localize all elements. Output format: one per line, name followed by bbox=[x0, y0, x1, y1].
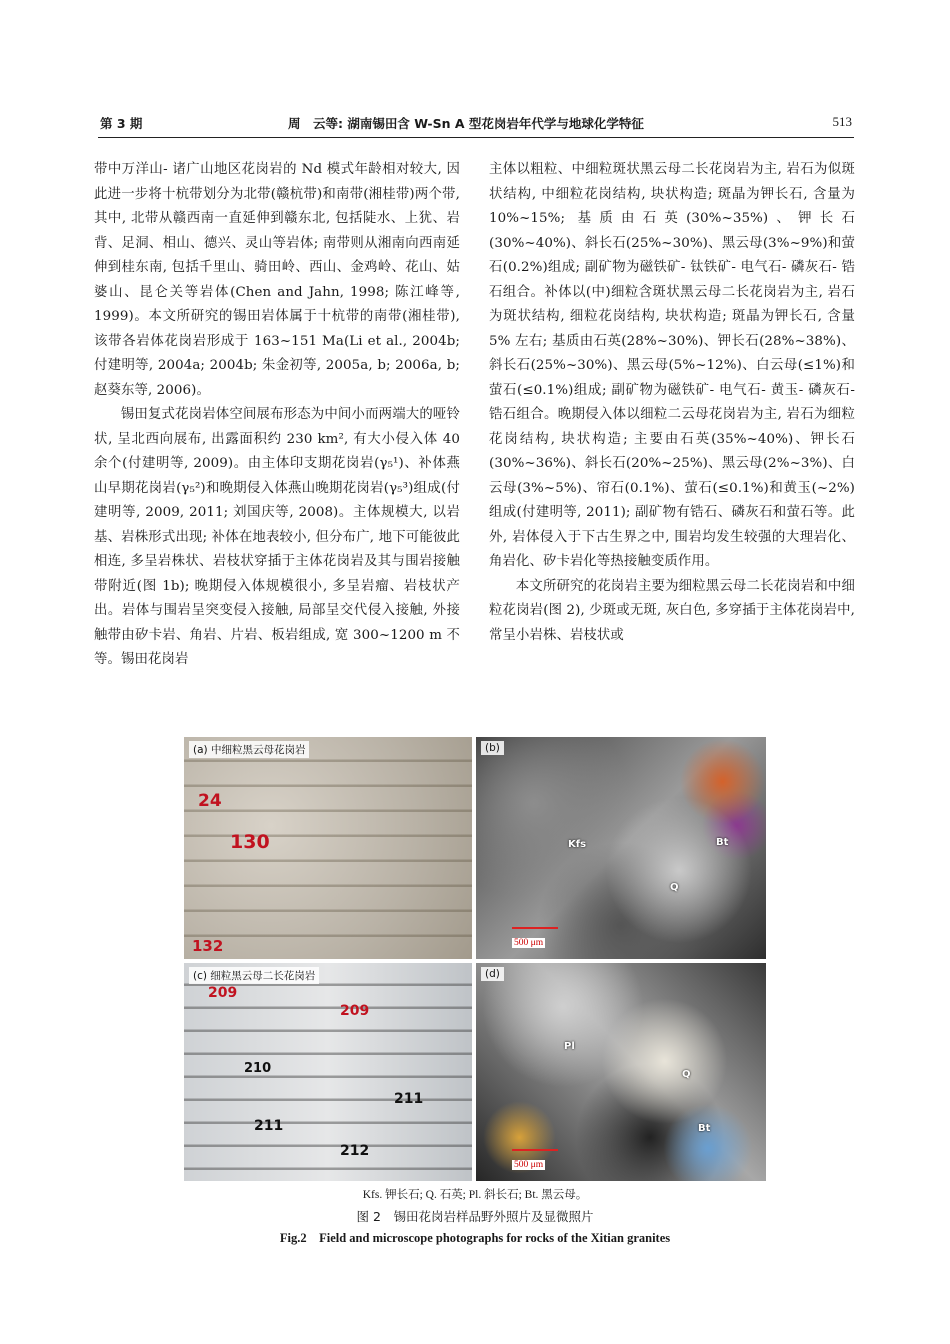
figure-2 bbox=[184, 737, 766, 1181]
panel-c-label: (c) 细粒黑云母二长花岗岩 bbox=[189, 967, 319, 984]
scale-bar bbox=[512, 927, 558, 949]
core-mark: 130 bbox=[230, 831, 270, 853]
mineral-label: Pl bbox=[564, 1041, 575, 1052]
scale-bar bbox=[512, 1149, 558, 1171]
core-mark: 132 bbox=[192, 937, 224, 955]
panel-d-micrograph bbox=[476, 963, 766, 1181]
core-mark: 211 bbox=[254, 1118, 284, 1134]
core-mark: 210 bbox=[244, 1061, 272, 1076]
mineral-label: Q bbox=[682, 1069, 691, 1080]
panel-b-micrograph bbox=[476, 737, 766, 959]
mineral-label: Bt bbox=[698, 1123, 711, 1134]
scale-bar-label: 500 μm bbox=[514, 938, 544, 948]
issue-number: 第 3 期 bbox=[100, 116, 143, 131]
paragraph: 主体以粗粒、中细粒斑状黑云母二长花岗岩为主, 岩石为似斑状结构, 中细粒花岗结构, 块状构造; 斑晶为钾长石, 含量为 10%~15%; 基质由石英(30%~35%)、钾长石(30%~40%)、斜长石(25%~30%)、黑云母(3%~9%)和萤石(0.2%)组成; 副矿物为磁铁矿- 钛铁矿- 电气石- 磷灰石- 锆石组合。补体以(中)细粒含斑状黑云母二长花岗岩为主, 岩石为斑状结构, 细粒花岗结构, 块状构造; 斑晶为钾长石, 含量 5% 左右; 基质由石英(28%~30%)、钾长石(28%~38%)、斜长石(25%~30%)、黑云母(5%~12%)、白云母(≤1%)和萤石(≤0.1%)组成; 副矿物为磁铁矿- 电气石- 黄玉- 磷灰石- 锆石组合。晚期侵入体以细粒二云母花岗岩为主, 岩石为细粒花岗结构, 块状构造; 主要由石英(35%~40%)、钾长石(30%~36%)、斜长石(20%~25%)、黑云母(2%~3%)、白云母(3%~5%)、帘石(0.1%)、萤石(≤0.1%)和黄玉(~2%)组成(付建明等, 2011); 副矿物有锆石、磷灰石和萤石等。此外, 岩体侵入于下古生界之中, 围岩均发生较强的大理岩化、角岩化、矽卡岩化等热接触变质作用。 bbox=[489, 162, 856, 569]
header-rule bbox=[98, 137, 854, 138]
figure-legend: Kfs. 钾长石; Q. 石英; Pl. 斜长石; Bt. 黑云母。 bbox=[362, 1189, 588, 1201]
running-title: 周 云等: 湖南锡田含 W-Sn A 型花岗岩年代学与地球化学特征 bbox=[288, 116, 644, 131]
figure-caption-english: Fig.2 Field and microscope photographs for rocks of the Xitian granites bbox=[279, 1231, 671, 1245]
core-mark: 24 bbox=[198, 791, 222, 811]
paragraph: 本文所研究的花岗岩主要为细粒黑云母二长花岗岩和中细粒花岗岩(图 2), 少斑或无斑, 灰白色, 多穿插于主体花岗岩中, 常呈小岩株、岩枝状或 bbox=[489, 578, 855, 643]
left-column bbox=[94, 158, 460, 673]
right-column bbox=[489, 158, 855, 648]
scale-bar-label: 500 μm bbox=[514, 1160, 544, 1170]
mineral-label: Kfs bbox=[568, 839, 587, 850]
core-mark: 212 bbox=[340, 1143, 370, 1159]
panel-a-label: (a) 中细粒黑云母花岗岩 bbox=[189, 741, 309, 758]
paragraph: 锡田复式花岗岩体空间展布形态为中间小而两端大的哑铃状, 呈北西向展布, 出露面积约 230 km², 有大小侵入体 40 余个(付建明等, 2009)。由主体印支期花岗岩(γ₅¹)、补体燕山早期花岗岩(γ₅²)和晚期侵入体燕山晚期花岗岩(γ₅³)组成(付建明等, 2009, 2011; 刘国庆等, 2008)。主体规模大, 以岩基、岩株形式出现; 补体在地表较小, 但分布广, 地下可能彼此相连, 多呈岩株状、岩枝状穿插于主体花岗岩及其与围岩接触带附近(图 1b); 晚期侵入体规模很小, 多呈岩瘤、岩枝状产出。岩体与围岩呈突变侵入接触, 局部呈交代侵入接触, 外接触带由矽卡岩、角岩、片岩、板岩组成, 宽 300~1200 m 不等。锡田花岗岩 bbox=[94, 407, 460, 667]
core-mark: 209 bbox=[208, 985, 238, 1001]
panel-d-label: (d) bbox=[481, 967, 504, 981]
panel-a-core-photo bbox=[184, 737, 472, 959]
mineral-label: Bt bbox=[716, 837, 729, 848]
panel-b-label: (b) bbox=[481, 741, 504, 755]
figure-caption-chinese: 图 2 锡田花岗岩样品野外照片及显微照片 bbox=[356, 1209, 594, 1224]
core-mark: 209 bbox=[340, 1003, 370, 1019]
mineral-label: Q bbox=[670, 882, 679, 893]
core-mark: 211 bbox=[394, 1091, 424, 1107]
paragraph: 带中万洋山- 诸广山地区花岗岩的 Nd 模式年龄相对较大, 因此进一步将十杭带划分为北带(赣杭带)和南带(湘桂带)两个带, 其中, 北带从赣西南一直延伸到赣东北, 包括陡水、上犹、岩背、足洞、相山、德兴、灵山等岩体; 南带则从湘南向西南延伸到桂东南, 包括千里山、骑田岭、西山、金鸡岭、花山、姑婆山、昆仑关等岩体(Chen and Jahn, 1998; 陈江峰等, 1999)。本文所研究的锡田岩体属于十杭带的南带(湘桂带), 该带各岩体花岗岩形成于 163~151 Ma(Li et al., 2004b; 付建明等, 2004a; 2004b; 朱金初等, 2005a, b; 2006a, b; 赵葵东等, 2006)。 bbox=[94, 162, 460, 398]
panel-c-core-photo bbox=[184, 963, 472, 1181]
running-header bbox=[100, 114, 852, 136]
page-number: 513 bbox=[832, 114, 852, 129]
